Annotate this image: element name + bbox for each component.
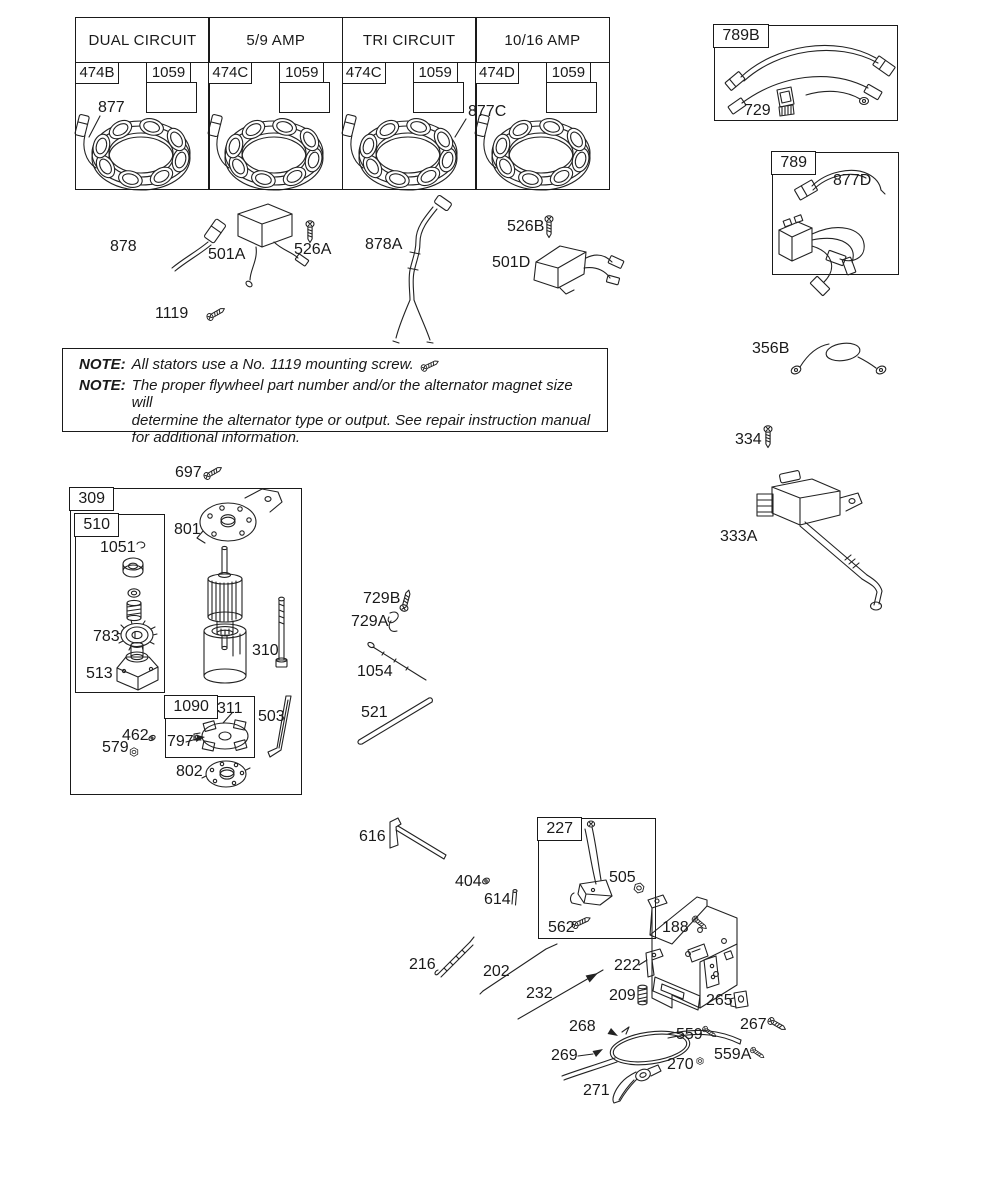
stator-cell <box>76 63 209 189</box>
nut-270-icon <box>697 1057 703 1064</box>
callout-526A: 526A <box>294 241 332 258</box>
column-header: 5/9 AMP <box>209 18 342 63</box>
callout-268: 268 <box>569 1018 596 1035</box>
column-header: TRI CIRCUIT <box>343 18 476 63</box>
callout-1051: 1051 <box>100 539 136 556</box>
screw-526B-icon <box>545 216 553 238</box>
callout-513: 513 <box>86 665 113 682</box>
callout-559A: 559A <box>714 1046 752 1063</box>
callout-271: 271 <box>583 1082 610 1099</box>
bolt-267-icon <box>767 1016 788 1032</box>
stator-cell <box>209 63 342 189</box>
part-number-box: 474C <box>342 62 386 84</box>
callout-265: 265 <box>706 992 733 1009</box>
stator-column-tri-circuit <box>342 17 477 190</box>
group-box-tag: 789B <box>713 24 768 48</box>
stator-cell <box>476 63 609 189</box>
part-number-box: 1059 <box>146 62 191 84</box>
callout-202: 202 <box>483 963 510 980</box>
washer-404-drawing <box>482 877 491 885</box>
lever-271-drawing <box>613 1065 661 1103</box>
part-number-box: 474D <box>475 62 519 84</box>
callout-462: 462 <box>122 727 149 744</box>
stator-column-dual-circuit <box>75 17 210 190</box>
callout-579: 579 <box>102 739 129 756</box>
callout-1054: 1054 <box>357 663 393 680</box>
callout-783: 783 <box>93 628 120 645</box>
callout-310: 310 <box>252 642 279 659</box>
callout-501A: 501A <box>208 246 246 263</box>
stator-column-5-9-amp <box>208 17 343 190</box>
harness-878A-drawing <box>393 195 452 343</box>
callout-1119: 1119 <box>155 305 189 322</box>
callout-877: 877 <box>98 99 125 116</box>
callout-878: 878 <box>110 238 137 255</box>
callout-614: 614 <box>484 891 511 908</box>
callout-877D: 877D <box>833 172 872 189</box>
screw-526A-icon <box>306 221 314 243</box>
callout-501D: 501D <box>492 254 531 271</box>
rod-616-drawing <box>390 818 446 859</box>
callout-267: 267 <box>740 1016 767 1033</box>
note-1 <box>79 356 597 374</box>
part-number-box: 474B <box>75 62 119 84</box>
callout-503: 503 <box>258 708 285 725</box>
screw-334-icon <box>764 426 772 448</box>
callout-616: 616 <box>359 828 386 845</box>
callout-505: 505 <box>609 869 636 886</box>
callout-559: 559 <box>676 1026 703 1043</box>
callout-526B: 526B <box>507 218 545 235</box>
regulator-501D-drawing <box>534 246 624 294</box>
callout-729: 729 <box>744 102 771 119</box>
part-number-box: 474C <box>208 62 252 84</box>
note-1-text: All stators use a No. 1119 mounting screw. <box>131 356 414 373</box>
column-header: DUAL CIRCUIT <box>76 18 209 63</box>
callout-562: 562 <box>548 919 575 936</box>
callout-232: 232 <box>526 985 553 1002</box>
group-box-tag: 510 <box>74 513 119 537</box>
screw-box <box>279 82 330 113</box>
callout-334: 334 <box>735 431 762 448</box>
ignition-coil-333A-drawing <box>757 470 882 610</box>
callout-801: 801 <box>174 521 201 538</box>
group-box-789B <box>714 25 898 121</box>
callout-188: 188 <box>662 919 689 936</box>
callout-697: 697 <box>175 464 202 481</box>
callout-404: 404 <box>455 873 482 890</box>
note-label: NOTE: <box>79 376 126 394</box>
screw-1119-icon <box>206 306 227 322</box>
callout-802: 802 <box>176 763 203 780</box>
note-2-text: The proper flywheel part number and/or the alternator magnet size will determine the alternator type or output. See repair instruction manual for additional information. <box>131 376 591 446</box>
spring-209-drawing <box>638 985 647 1005</box>
callout-311: 311 <box>217 700 243 717</box>
screw-box <box>413 82 464 113</box>
callout-877C: 877C <box>468 103 507 120</box>
group-box-tag: 1090 <box>164 695 218 719</box>
screw-box <box>546 82 597 113</box>
ground-wire-356B-drawing <box>790 341 887 375</box>
group-box-tag: 227 <box>537 817 582 841</box>
callout-270: 270 <box>667 1056 694 1073</box>
group-box-789 <box>772 152 899 275</box>
callout-209: 209 <box>609 987 636 1004</box>
spring-link-216-drawing <box>435 937 474 977</box>
screw-697-icon <box>203 465 224 481</box>
column-header: 10/16 AMP <box>476 18 609 63</box>
group-box-tag: 309 <box>69 487 114 511</box>
group-box-tag: 789 <box>771 151 816 175</box>
callout-269: 269 <box>551 1047 578 1064</box>
stator-cell <box>343 63 476 189</box>
part-number-box: 1059 <box>413 62 458 84</box>
part-number-box: 1059 <box>546 62 591 84</box>
screw-559-icon <box>701 1025 717 1039</box>
screw-729B-icon <box>399 589 412 612</box>
callout-797: 797 <box>167 733 194 750</box>
stop-wire-878-drawing <box>172 219 226 271</box>
screw-188-icon <box>691 915 708 931</box>
clip-729A-drawing <box>388 612 398 631</box>
callout-216: 216 <box>409 956 436 973</box>
callout-521: 521 <box>361 704 388 721</box>
note-label: NOTE: <box>79 356 126 373</box>
note-2 <box>79 377 597 447</box>
callout-333A: 333A <box>720 528 758 545</box>
part-number-box: 1059 <box>279 62 324 84</box>
callout-356B: 356B <box>752 340 790 357</box>
screw-box <box>146 82 197 113</box>
callout-729B: 729B <box>363 590 401 607</box>
stator-option-table <box>75 17 610 190</box>
callout-878A: 878A <box>365 236 403 253</box>
callout-222: 222 <box>614 957 641 974</box>
screw-559A-icon <box>749 1046 765 1060</box>
note-box <box>62 348 608 446</box>
pin-614-drawing <box>512 890 517 905</box>
callout-729A: 729A <box>351 613 389 630</box>
